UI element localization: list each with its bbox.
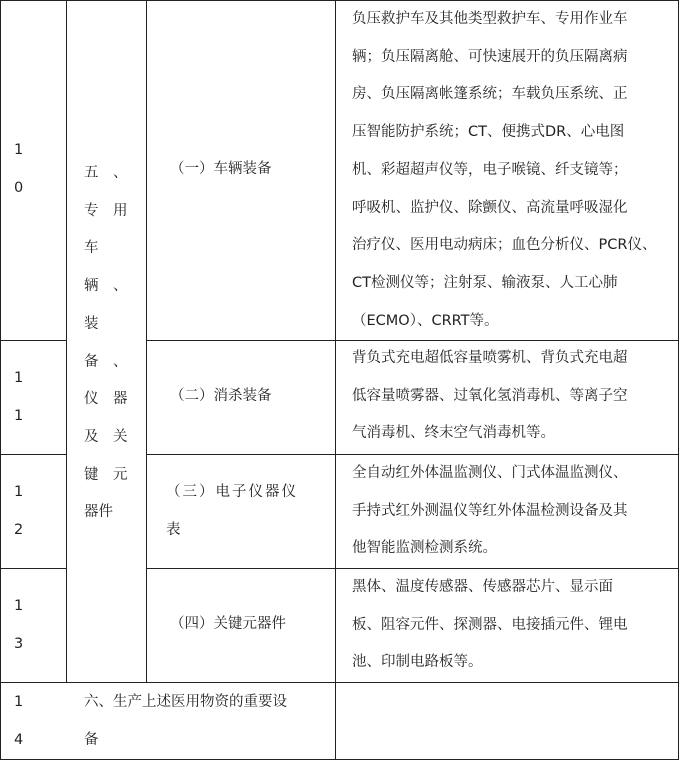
subcategory-label: （二）消杀装备 — [170, 388, 272, 404]
table-border-left — [0, 0, 1, 760]
row-divider-4 — [0, 682, 679, 683]
row-number: 1 1 — [14, 370, 24, 424]
row-divider-1a — [0, 340, 67, 341]
col-divider-2 — [146, 0, 147, 682]
subcategory-label: （三）电子仪器仪 表 — [166, 484, 298, 538]
row-divider-3a — [0, 568, 67, 569]
merged-category-label: 六、生产上述医用物资的重要设 备 — [84, 694, 287, 748]
description-text: 背负式充电超低容量喷雾机、背负式充电超 低容量喷雾器、过氧化氢消毒机、等离子空 气消毒机、终末空气消毒机等。 — [352, 350, 628, 442]
description-text: 全自动红外体温监测仪、门式体温监测仪、 手持式红外测温仪等红外体温检测设备及其 他智能监测检测系统。 — [352, 465, 628, 557]
col-divider-3 — [335, 0, 336, 760]
row-number: 1 3 — [14, 598, 24, 652]
description-text: 负压救护车及其他类型救护车、专用作业车 辆；负压隔离舱、可快速展开的负压隔离病 房、负压隔离帐篷系统；车载负压系统、正 压智能防护系统；CT、便携式DR、心电图 机、彩超超声仪等，电子喉镜、纤支镜等； 呼吸机、监护仪、除颤仪、高流量呼吸湿化 治疗仪、医用电动病床；血色分析仪、PCR仪、 CT检测仪等；注射泵、输液泵、人工心肺 （ECMO）、CRRT等。 — [352, 11, 657, 329]
row-number: 1 4 — [14, 694, 24, 748]
row-number: 1 2 — [14, 484, 24, 538]
col-divider-1 — [66, 0, 67, 682]
table-border-right — [678, 0, 679, 760]
description-text: 黑体、温度传感器、传感器芯片、显示面 板、阻容元件、探测器、电接插元件、锂电 池、印制电路板等。 — [352, 579, 628, 671]
subcategory-label: （一）车辆装备 — [170, 161, 272, 177]
category-label: 五 、 专 用 车 辆 、 装 备 、 仪 器 及 关 键 元 器件 — [84, 165, 128, 521]
row-number: 1 0 — [14, 142, 24, 196]
row-divider-2a — [0, 454, 67, 455]
subcategory-label: （四）关键元器件 — [170, 616, 286, 632]
